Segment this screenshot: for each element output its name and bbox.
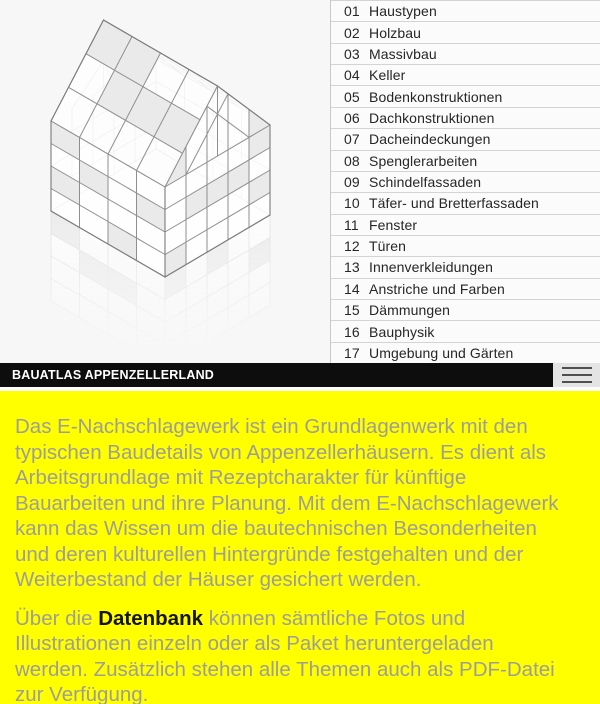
chapter-label: Haustypen: [369, 3, 437, 20]
chapter-item-17[interactable]: [331, 342, 600, 363]
chapter-number: 03: [344, 45, 360, 62]
chapter-number: 17: [344, 344, 360, 361]
intro-paragraph-2: [15, 606, 570, 704]
title-bar: [0, 363, 600, 387]
chapter-number: 06: [344, 109, 360, 126]
house-illustration: [0, 0, 330, 363]
chapter-item-13[interactable]: [331, 256, 600, 277]
intro-paragraph-2-after: können sämtliche Fotos und Illustrationen einzeln oder als Paket heruntergeladen werden. Zusätzlich stehen alle Themen auch als PDF-Datei zur Verfügung.: [15, 606, 555, 704]
chapter-number: 13: [344, 259, 360, 276]
chapter-item-16[interactable]: [331, 320, 600, 341]
intro-paragraph-1: Das E-Nachschlagewerk ist ein Grundlagenwerk mit den typischen Baudetails von Appenzellerhäusern. Es dient als Arbeitsgrundlage mit Rezeptcharakter für künftige Bauarbeiten und ihre Planung. Mit dem E-Nachschlagewerk kann das Wissen um die bautechnischen Besonderheiten und deren kulturellen Hintergründe festgehalten und der Weiterbestand der Häuser gesichert werden.: [15, 415, 559, 591]
chapter-item-10[interactable]: [331, 192, 600, 213]
chapter-number: 12: [344, 238, 360, 255]
chapter-item-02[interactable]: [331, 21, 600, 42]
chapter-number: 09: [344, 174, 360, 191]
chapter-label: Bodenkonstruktionen: [369, 88, 503, 105]
chapter-label: Keller: [369, 67, 406, 84]
chapter-label: Türen: [369, 238, 407, 255]
site-title-text: BAUATLAS APPENZELLERLAND: [12, 368, 215, 382]
chapter-item-03[interactable]: [331, 43, 600, 64]
chapter-label: Fenster: [369, 216, 418, 233]
chapter-item-14[interactable]: [331, 278, 600, 299]
chapter-label: Innenverkleidungen: [369, 259, 494, 276]
chapter-item-04[interactable]: [331, 64, 600, 85]
chapter-label: Schindelfassaden: [369, 174, 482, 191]
chapter-item-15[interactable]: [331, 299, 600, 320]
chapter-label: Anstriche und Farben: [369, 280, 505, 297]
chapter-number: 11: [344, 216, 359, 233]
datenbank-link[interactable]: Datenbank: [98, 606, 203, 630]
chapter-item-06[interactable]: [331, 107, 600, 128]
chapter-item-11[interactable]: [331, 214, 600, 235]
chapter-label: Holzbau: [369, 24, 422, 41]
chapter-label: Dacheindeckungen: [369, 131, 491, 148]
menu-button[interactable]: [553, 363, 600, 387]
chapter-item-09[interactable]: [331, 171, 600, 192]
chapter-number: 05: [344, 88, 360, 105]
chapter-number: 14: [344, 280, 360, 297]
hamburger-icon: [562, 374, 592, 377]
chapter-number: 02: [344, 24, 360, 41]
chapter-label: Bauphysik: [369, 323, 435, 340]
chapter-label: Dämmungen: [369, 302, 451, 319]
chapter-number: 04: [344, 67, 360, 84]
chapter-list: [330, 0, 600, 363]
intro-section: [0, 391, 600, 704]
chapter-item-08[interactable]: [331, 150, 600, 171]
chapter-number: 10: [344, 195, 360, 212]
hamburger-icon: [562, 367, 592, 370]
chapter-label: Umgebung und Gärten: [369, 344, 514, 361]
chapter-number: 07: [344, 131, 360, 148]
chapter-item-05[interactable]: [331, 85, 600, 106]
chapter-item-01[interactable]: [331, 0, 600, 21]
site-title[interactable]: [0, 363, 553, 387]
chapter-label: Täfer- und Bretterfassaden: [369, 195, 539, 212]
chapter-label: Massivbau: [369, 45, 437, 62]
chapter-label: Spenglerarbeiten: [369, 152, 478, 169]
chapter-number: 15: [344, 302, 360, 319]
chapter-number: 16: [344, 323, 360, 340]
chapter-label: Dachkonstruktionen: [369, 109, 495, 126]
hamburger-icon: [562, 381, 592, 384]
chapter-item-12[interactable]: [331, 235, 600, 256]
chapter-number: 01: [344, 3, 360, 20]
chapter-item-07[interactable]: [331, 128, 600, 149]
house-illustration-area: [0, 0, 330, 363]
chapter-number: 08: [344, 152, 360, 169]
intro-paragraph-2-before: Über die: [15, 606, 99, 630]
